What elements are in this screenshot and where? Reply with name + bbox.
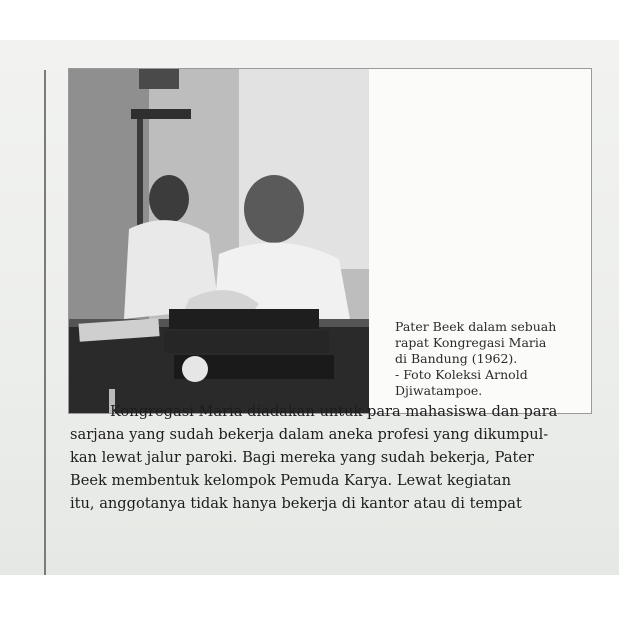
body-paragraph [70, 400, 590, 515]
photo-illustration [69, 69, 369, 413]
caption-line: Djiwatampoe. [395, 383, 483, 398]
figure-box [68, 68, 592, 414]
caption-line: di Bandung (1962). [395, 351, 518, 366]
caption-line: - Foto Koleksi Arnold [395, 367, 528, 382]
paragraph-line: sarjana yang sudah bekerja dalam aneka profesi yang dikumpul- [70, 426, 549, 443]
paragraph-line: Beek membentuk kelompok Pemuda Karya. Lewat kegiatan [70, 472, 511, 489]
page-gutter-line [44, 70, 46, 575]
historical-photo [69, 69, 369, 413]
caption-line: Pater Beek dalam sebuah [395, 319, 557, 334]
photo-caption [395, 319, 585, 399]
paragraph-line: kan lewat jalur paroki. Bagi mereka yang sudah bekerja, Pater [70, 449, 534, 466]
paragraph-line: Kongregasi Maria diadakan untuk para mahasiswa dan para [110, 403, 558, 420]
caption-line: rapat Kongregasi Maria [395, 335, 547, 350]
paragraph-line: itu, anggotanya tidak hanya bekerja di kantor atau di tempat [70, 495, 522, 512]
page-bottom-margin [0, 575, 619, 619]
